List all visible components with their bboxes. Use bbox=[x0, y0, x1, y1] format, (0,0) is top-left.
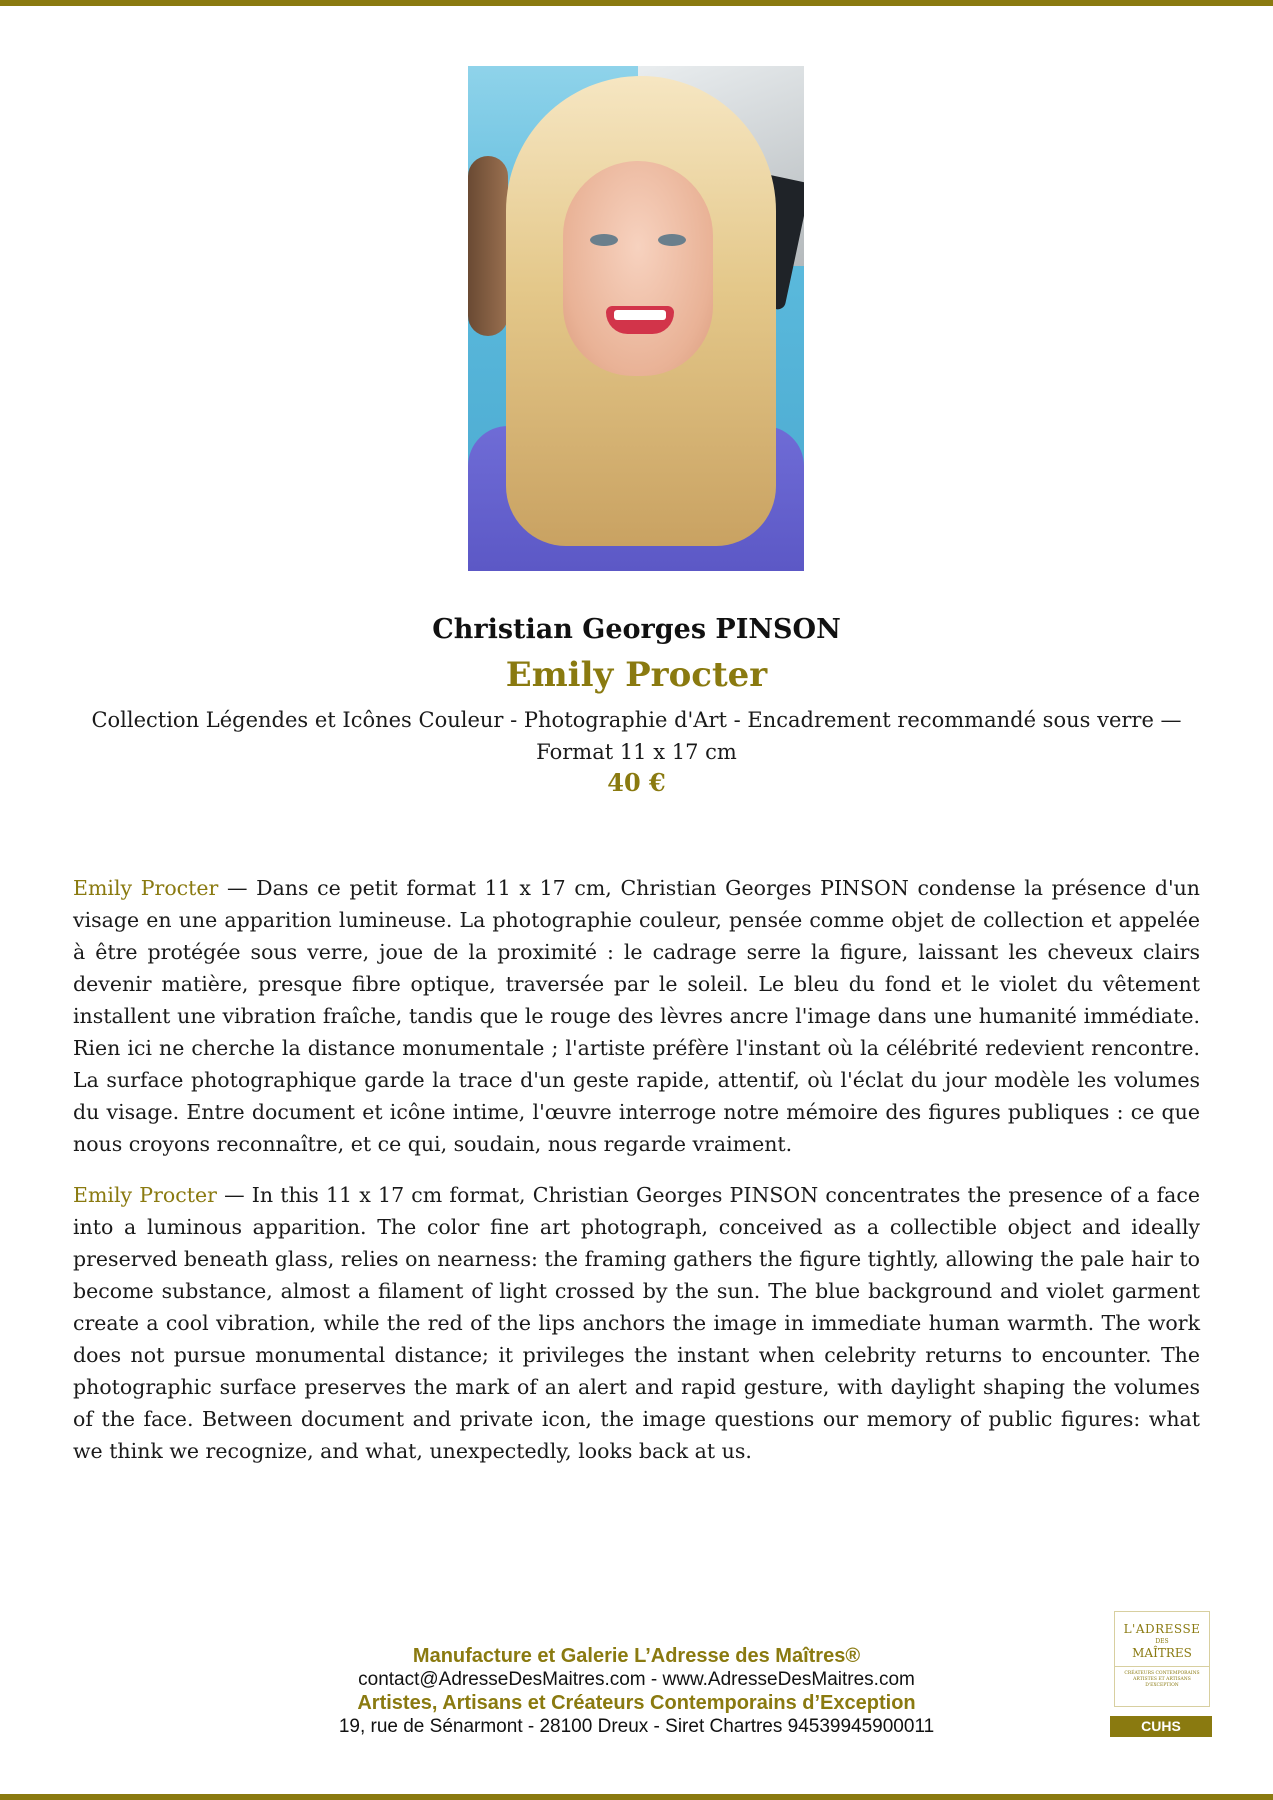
photo-eye-left bbox=[590, 234, 618, 246]
artwork-title: Emily Procter bbox=[505, 655, 768, 695]
logo-line-3: MAÎTRES bbox=[1132, 1646, 1192, 1660]
description-english-text: — In this 11 x 17 cm format, Christian Georges PINSON concentrates the presence of a face into a luminous apparition. The color fine art photograph, conceived as a collectible object and ideally preserved beneath glass, relies on nearness: the framing gathers the figure tightly, allowing the pale hair to become substance, almost a filament of light crossed by the sun. The blue background and violet garment create a cool vibration, while the red of the lips anchors the image in immediate human warmth. The work does not pursue monumental distance; it privileges the instant when celebrity returns to encounter. The photographic surface preserves the mark of an alert and rapid gesture, with daylight shaping the volumes of the face. Between document and private icon, the image questions our memory of public figures: what we think we recognize, and what, unexpectedly, looks back at us. bbox=[73, 1183, 1201, 1463]
top-border bbox=[0, 0, 1273, 6]
description-french-lead: Emily Procter bbox=[73, 876, 219, 900]
gallery-logo bbox=[1114, 1611, 1210, 1707]
description-english-lead: Emily Procter bbox=[73, 1183, 217, 1207]
artwork-details: Collection Légendes et Icônes Couleur - Photographie d'Art - Encadrement recommandé sous verre — Format 11 x 17 cm bbox=[91, 708, 1182, 764]
portrait-photo bbox=[468, 66, 804, 571]
bottom-border bbox=[0, 1794, 1273, 1800]
footer-contact: contact@AdresseDesMaitres.com - www.AdresseDesMaitres.com bbox=[358, 1669, 915, 1690]
logo-line-4: CRÉATEURS CONTEMPORAINS ARTISTES ET ARTISANS D'EXCEPTION bbox=[1115, 1666, 1209, 1689]
logo-badge: CUHS bbox=[1110, 1716, 1212, 1737]
photo-face bbox=[563, 161, 713, 376]
photo-arm bbox=[468, 156, 508, 336]
footer-address: 19, rue de Sénarmont - 28100 Dreux - Siret Chartres 94539945900011 bbox=[338, 1716, 935, 1737]
photo-teeth bbox=[614, 310, 666, 320]
logo-line-1: L'ADRESSE bbox=[1123, 1622, 1201, 1636]
logo-line-2: DES bbox=[1155, 1638, 1169, 1645]
description-french bbox=[73, 872, 1200, 1160]
description-english bbox=[73, 1179, 1200, 1467]
description-french-text: — Dans ce petit format 11 x 17 cm, Christian Georges PINSON condense la présence d'un visage en une apparition lumineuse. La photographie couleur, pensée comme objet de collection et appelée à être protégée sous verre, joue de la proximité : le cadrage serre la figure, laissant les cheveux clairs devenir matière, presque fibre optique, traversée par le soleil. Le bleu du fond et le violet du vêtement installent une vibration fraîche, tandis que le rouge des lèvres ancre l'image dans une humanité immédiate. Rien ici ne cherche la distance monumentale ; l'artiste préfère l'instant où la célébrité redevient rencontre. La surface photographique garde la trace d'un geste rapide, attentif, où l'éclat du jour modèle les volumes du visage. Entre document et icône intime, l'œuvre interroge notre mémoire des figures publiques : ce que nous croyons reconnaître, et ce qui, soudain, nous regarde vraiment. bbox=[73, 876, 1200, 1156]
photo-eye-right bbox=[658, 234, 686, 246]
artwork-price: 40 € bbox=[607, 768, 666, 797]
artist-name: Christian Georges PINSON bbox=[432, 614, 841, 645]
footer-gallery-name: Manufacture et Galerie L’Adresse des Maîtres® bbox=[412, 1645, 861, 1667]
footer-tagline: Artistes, Artisans et Créateurs Contemporains d’Exception bbox=[357, 1692, 916, 1714]
